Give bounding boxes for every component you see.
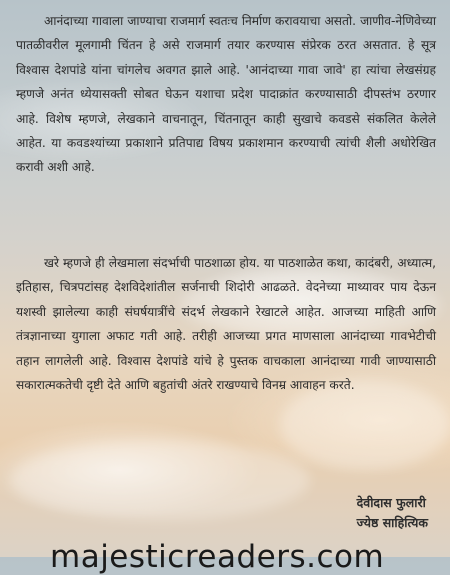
cloud-decoration xyxy=(10,440,310,520)
blurb-paragraph-1: आनंदाच्या गावाला जाण्याचा राजमार्ग स्वतःच निर्माण करावयाचा असतो. जाणीव-नेणिवेच्या पातळीवरील मूलगामी चिंतन हे असे राजमार्ग तयार करण्यास संप्रेरक ठरत असतात. हे सूत्र विश्वास देशपांडे यांना चांगलेच अवगत झाले आहे. 'आनंदाच्या गावा जावे' हा त्यांचा लेखसंग्रह म्हणजे अनंत ध्येयासक्ती सोबत घेऊन यशाचा प्रदेश पादाक्रांत करण्यासाठी दीपस्तंभ ठरणार आहे. विशेष म्हणजे, लेखकाने वाचनातून, चिंतनातून काही सुखाचे कवडसे संकलित केलेले आहेत. या कवडश्यांच्या प्रकाशाने प्रतिपाद्य विषय प्रकाशमान करण्याची त्यांची शैली अधोरेखित करावी अशी आहे. xyxy=(16,14,436,175)
signature-name: देवीदास फुलारी xyxy=(356,495,426,510)
signature-title: ज्येष्ठ साहित्यिक xyxy=(356,515,428,530)
blurb-paragraph-2: खरे म्हणजे ही लेखमाला संदर्भाची पाठशाळा होय. या पाठशाळेत कथा, कादंबरी, अध्यात्म, इतिहास, चित्रपटांसह देशविदेशांतील सर्जनाची शिदोरी आढळते. वेदनेच्या माथ्यावर पाय देऊन यशस्वी झालेल्या काही संघर्षयात्रींचे संदर्भ लेखकाने रेखाटले आहेत. आजच्या माहिती आणि तंत्रज्ञानाच्या युगाला अफाट गती आहे. तरीही आजच्या प्रगत माणसाला आनंदाच्या गावभेटीची तहान लागलेली आहे. विश्वास देशपांडे यांचे हे पुस्तक वाचकाला आनंदाच्या गावी जाण्यासाठी सकारात्मकतेची दृष्टी देते आणि बहुतांची अंतरे राखण्याचे विनम्र आवाहन करते. xyxy=(16,256,436,393)
author-signature xyxy=(357,493,428,533)
site-watermark: majesticreaders.com xyxy=(50,539,385,575)
